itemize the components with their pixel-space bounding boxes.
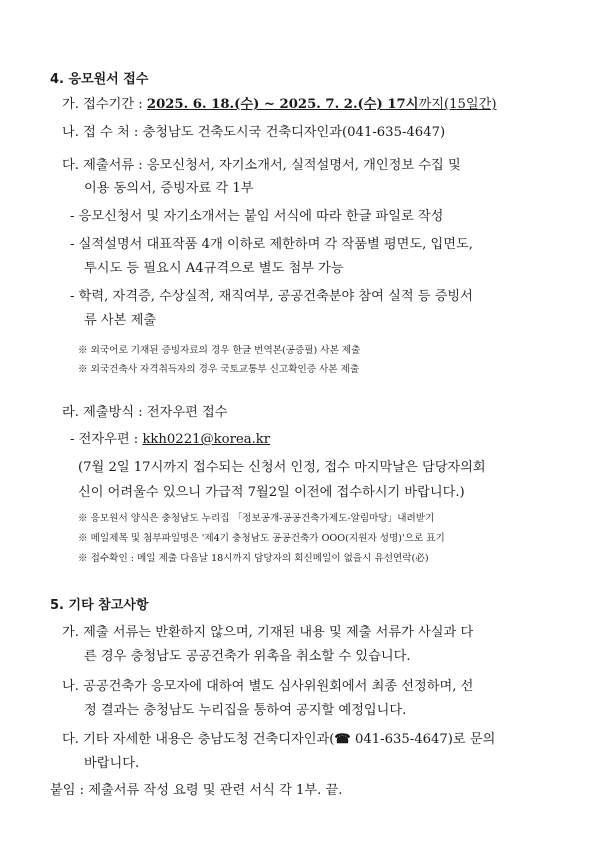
note-mail-subject: ※ 메일제목 및 첨부파일명은 '제4기 충청남도 공공건축가 OOO(지원자 성명)'으로 표기 (78, 533, 445, 544)
submission-period-label: 가. 접수기간 : (62, 97, 147, 112)
documents-item-3-line-1: - 학력, 자격증, 수상실적, 재직여부, 공공건축분야 참여 실적 등 증빙서 (70, 289, 473, 304)
note-foreign-architect: ※ 외국건축사 자격취득자의 경우 국토교통부 신고확인증 사본 제출 (78, 364, 360, 375)
documents-item-3-line-2: 류 사본 제출 (84, 313, 157, 328)
submission-office: 나. 접 수 처 : 충청남도 건축도시국 건축디자인과(041-635-4647) (62, 125, 446, 140)
documents-item-2-line-2: 투시도 등 필요시 A4규격으로 별도 첨부 가능 (84, 261, 344, 276)
deadline-notice-line-2: 신이 어려울수 있으니 가급적 7월2일 이전에 접수하시기 바랍니다.) (78, 485, 465, 500)
other-inquiry-line-1 (62, 731, 495, 749)
attachment-line: 붙임 : 제출서류 작성 요령 및 관련 서식 각 1부. 끝. (50, 783, 343, 798)
note-form-download: ※ 응모원서 양식은 충청남도 누리집 「정보공개-공공건축가제도-알림마당」내려받기 (78, 513, 435, 524)
email-label: - 전자우편 : (70, 432, 143, 447)
inquiry-text: 다. 기타 자세한 내용은 충남도청 건축디자인과( (62, 732, 335, 747)
submission-period (62, 96, 497, 114)
submission-period-dates: 2025. 6. 18.(수) ~ 2025. 7. 2.(수) 17시 (146, 97, 419, 112)
documents-item-1: - 응모신청서 및 자기소개서는 붙임 서식에 따라 한글 파일로 작성 (70, 209, 444, 224)
phone-icon: ☎ (334, 732, 351, 747)
other-return-line-1: 가. 제출 서류는 반환하지 않으며, 기재된 내용 및 제출 서류가 사실과 다 (62, 625, 474, 640)
other-inquiry-line-2: 바랍니다. (84, 756, 140, 771)
section-5-heading: 5. 기타 참고사항 (50, 598, 149, 613)
documents-line-1: 다. 제출서류 : 응모신청서, 자기소개서, 실적설명서, 개인정보 수집 및 (62, 158, 461, 173)
deadline-notice-line-1: (7월 2일 17시까지 접수되는 신청서 인정, 접수 마지막날은 담당자의회 (78, 460, 486, 475)
other-selection-line-2: 정 결과는 충청남도 누리집을 통하여 공지할 예정입니다. (84, 703, 407, 718)
documents-line-2: 이용 동의서, 증빙자료 각 1부 (84, 181, 254, 196)
inquiry-phone-text: 041-635-4647)로 문의 (350, 732, 496, 747)
submission-method: 라. 제출방식 : 전자우편 접수 (62, 405, 228, 420)
other-selection-line-1: 나. 공공건축가 응모자에 대하여 별도 심사위원회에서 최종 선정하며, 선 (62, 679, 474, 694)
submission-period-days: (15일간) (443, 97, 497, 112)
note-receipt-confirmation: ※ 접수확인 : 메일 제출 다음날 18시까지 담당자의 회신메일이 없을시 유선연락(必) (78, 553, 429, 564)
other-return-line-2: 른 경우 충청남도 공공건축가 위촉을 취소할 수 있습니다. (84, 649, 411, 664)
note-translation: ※ 외국어로 기재된 증빙자료의 경우 한글 번역본(공증필) 사본 제출 (78, 345, 361, 356)
section-4-heading: 4. 응모원서 접수 (50, 72, 149, 87)
email-line (70, 431, 270, 449)
submission-period-until: 까지 (418, 97, 444, 112)
documents-item-2-line-1: - 실적설명서 대표작품 4개 이하로 제한하며 각 작품별 평면도, 입면도, (70, 237, 473, 252)
email-address-link[interactable]: kkh0221@korea.kr (142, 432, 271, 447)
